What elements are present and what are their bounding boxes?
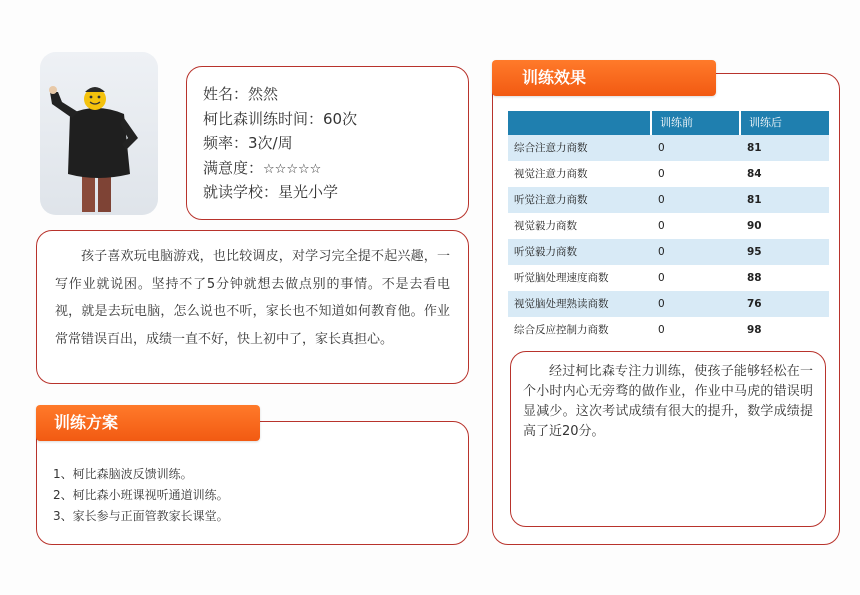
row-before: 0 [658,272,665,284]
plan-item: 2、柯比森小班课视听通道训练。 [53,488,229,502]
background-story-text: 孩子喜欢玩电脑游戏，也比较调皮，对学习完全提不起兴趣，一写作业就说困。坚持不了5分钟就想去做点别的事情。不是去看电视，就是去玩电脑，怎么说也不听，家长也不知道如何教育他。作业常常错误百出，成绩一直不好，快上初中了，家长真担心。 [55,249,450,347]
row-after: 81 [747,142,762,154]
results-table [508,111,829,343]
child-photo [40,52,158,215]
plan-item: 3、家长参与正面管教家长课堂。 [53,509,229,523]
results-table-header [508,111,829,135]
table-row [508,187,829,213]
row-before: 0 [658,194,665,206]
training-effect-title: 训练效果 [492,60,716,96]
child-photo-illustration [40,52,158,215]
header-after: 训练后 [739,111,829,135]
table-row [508,135,829,161]
satisfaction-stars: ☆☆☆☆☆ [263,161,322,177]
row-before: 0 [658,168,665,180]
row-before: 0 [658,324,665,336]
satisfaction [203,156,468,181]
training-frequency: 频率：3次/周 [203,134,293,152]
table-row [508,213,829,239]
row-label: 视觉注意力商数 [514,168,588,180]
training-count: 柯比森训练时间：60次 [203,109,358,128]
row-after: 98 [747,324,762,336]
satisfaction-label: 满意度： [203,158,264,177]
header-before: 训练前 [650,111,739,135]
table-row [508,239,829,265]
row-after: 88 [747,272,762,284]
row-before: 0 [658,298,665,310]
row-after: 95 [747,246,762,258]
student-name: 姓名：然然 [203,85,279,103]
row-label: 视觉毅力商数 [514,220,577,232]
row-label: 综合注意力商数 [514,142,588,154]
school-name: 就读学校：星光小学 [203,183,339,201]
row-before: 0 [658,142,665,154]
student-info-card [186,66,469,220]
training-plan-title: 训练方案 [36,405,260,441]
row-before: 0 [658,220,665,232]
effect-summary-text: 经过柯比森专注力训练，使孩子能够轻松在一个小时内心无旁骛的做作业，作业中马虎的错误明显减少。这次考试成绩有很大的提升，数学成绩提高了近20分。 [523,364,813,439]
row-after: 84 [747,168,762,180]
row-after: 90 [747,220,762,232]
row-label: 听觉脑处理速度商数 [514,272,609,284]
table-row [508,161,829,187]
row-label: 听觉注意力商数 [514,194,588,206]
table-row [508,317,829,343]
background-story-card [36,230,469,384]
row-before: 0 [658,246,665,258]
effect-summary-card [510,351,826,527]
header-label [508,111,650,135]
row-label: 视觉脑处理熟读商数 [514,298,609,310]
table-row [508,291,829,317]
table-row [508,265,829,291]
row-label: 综合反应控制力商数 [514,324,609,336]
row-after: 81 [747,194,762,206]
row-after: 76 [747,298,762,310]
plan-item: 1、柯比森脑波反馈训练。 [53,467,193,481]
row-label: 听觉毅力商数 [514,246,577,258]
